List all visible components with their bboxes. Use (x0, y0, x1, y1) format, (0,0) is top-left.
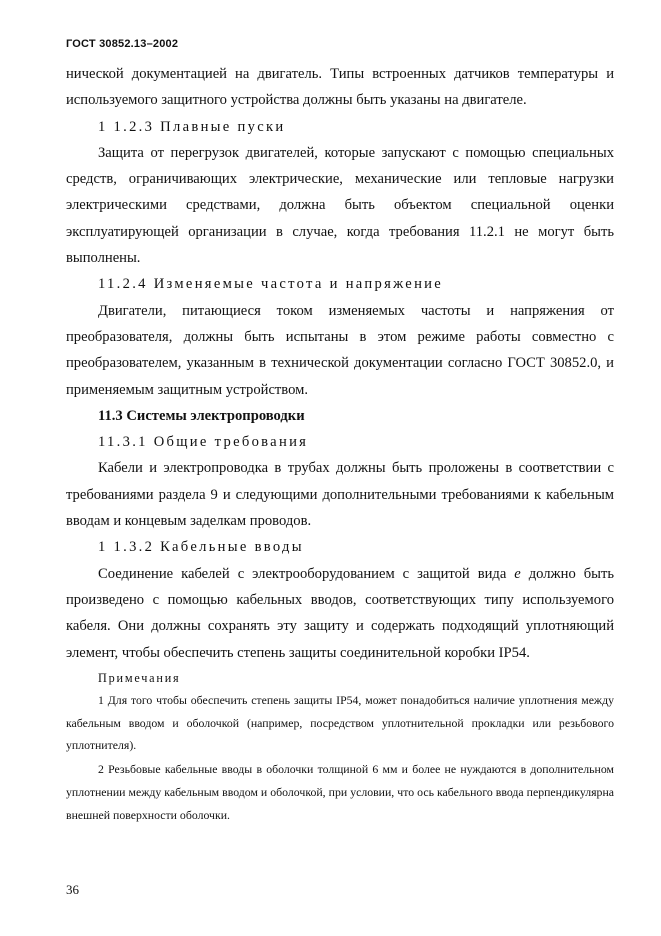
heading-11-3-1: 11.3.1 Общие требования (98, 434, 309, 451)
note-1: 1 Для того чтобы обеспечить степень защиты IP54, может понадобиться наличие уплотнения между кабельным вводом и оболочкой (например, посредством уплотнительной прокладки или резьбового уплотнителя). (66, 692, 614, 753)
paragraph-continuation: нической документацией на двигатель. Типы встроенных датчиков температуры и используемого защитного устройства должны быть указаны на двигателе. (66, 66, 614, 109)
paragraph-cable-entries-part2: должно быть произведено с помощью кабельных вводов, соответствующих типу используемого кабеля. Они должны сохранять эту защиту и содержать подходящий уплотняющий элемент, чтобы обеспечить степень защиты соединительной коробки IP54. (66, 565, 614, 661)
page-content (66, 61, 614, 828)
page-number: 36 (66, 882, 79, 897)
heading-11-3-2: 1 1.3.2 Кабельные вводы (98, 539, 304, 556)
paragraph-cable-entries (66, 561, 614, 666)
heading-11-3: 11.3 Системы электропроводки (98, 407, 305, 424)
paragraph-variable-frequency: Двигатели, питающиеся током изменяемых частоты и напряжения от преобразователя, должны быть испытаны в этом режиме работы совместно с преобразователем, указанным в технической документации согласно ГОСТ 30852.0, и применяемым защитным устройством. (66, 302, 614, 398)
page-header-standard: ГОСТ 30852.13–2002 (66, 38, 179, 50)
heading-11-2-3: 1 1.2.3 Плавные пуски (98, 118, 286, 135)
paragraph-soft-start: Защита от перегрузок двигателей, которые запускают с помощью специальных средств, ограничивающих электрические, механические или тепловые нагрузки электрическими средствами, должна быть объектом специальной оценки эксплуатирующей организации в случае, когда требования 11.2.1 не могут быть выполнены. (66, 144, 614, 267)
paragraph-cable-entries-part1: Соединение кабелей с электрооборудованием с защитой вида (98, 565, 515, 582)
notes-title: Примечания (98, 670, 181, 685)
protection-type-e: е (514, 565, 521, 582)
paragraph-cables-general: Кабели и электропроводка в трубах должны быть проложены в соответствии с требованиями раздела 9 и следующими дополнительными требованиями к кабельным вводам и концевым заделкам проводов. (66, 460, 614, 530)
heading-11-2-4: 11.2.4 Изменяемые частота и напряжение (98, 276, 444, 293)
note-2: 2 Резьбовые кабельные вводы в оболочки толщиной 6 мм и более не нуждаются в дополнительном уплотнении между кабельным вводом и оболочкой, при условии, что ось кабельного ввода перпендикулярна внешней поверхности оболочки. (66, 762, 614, 822)
